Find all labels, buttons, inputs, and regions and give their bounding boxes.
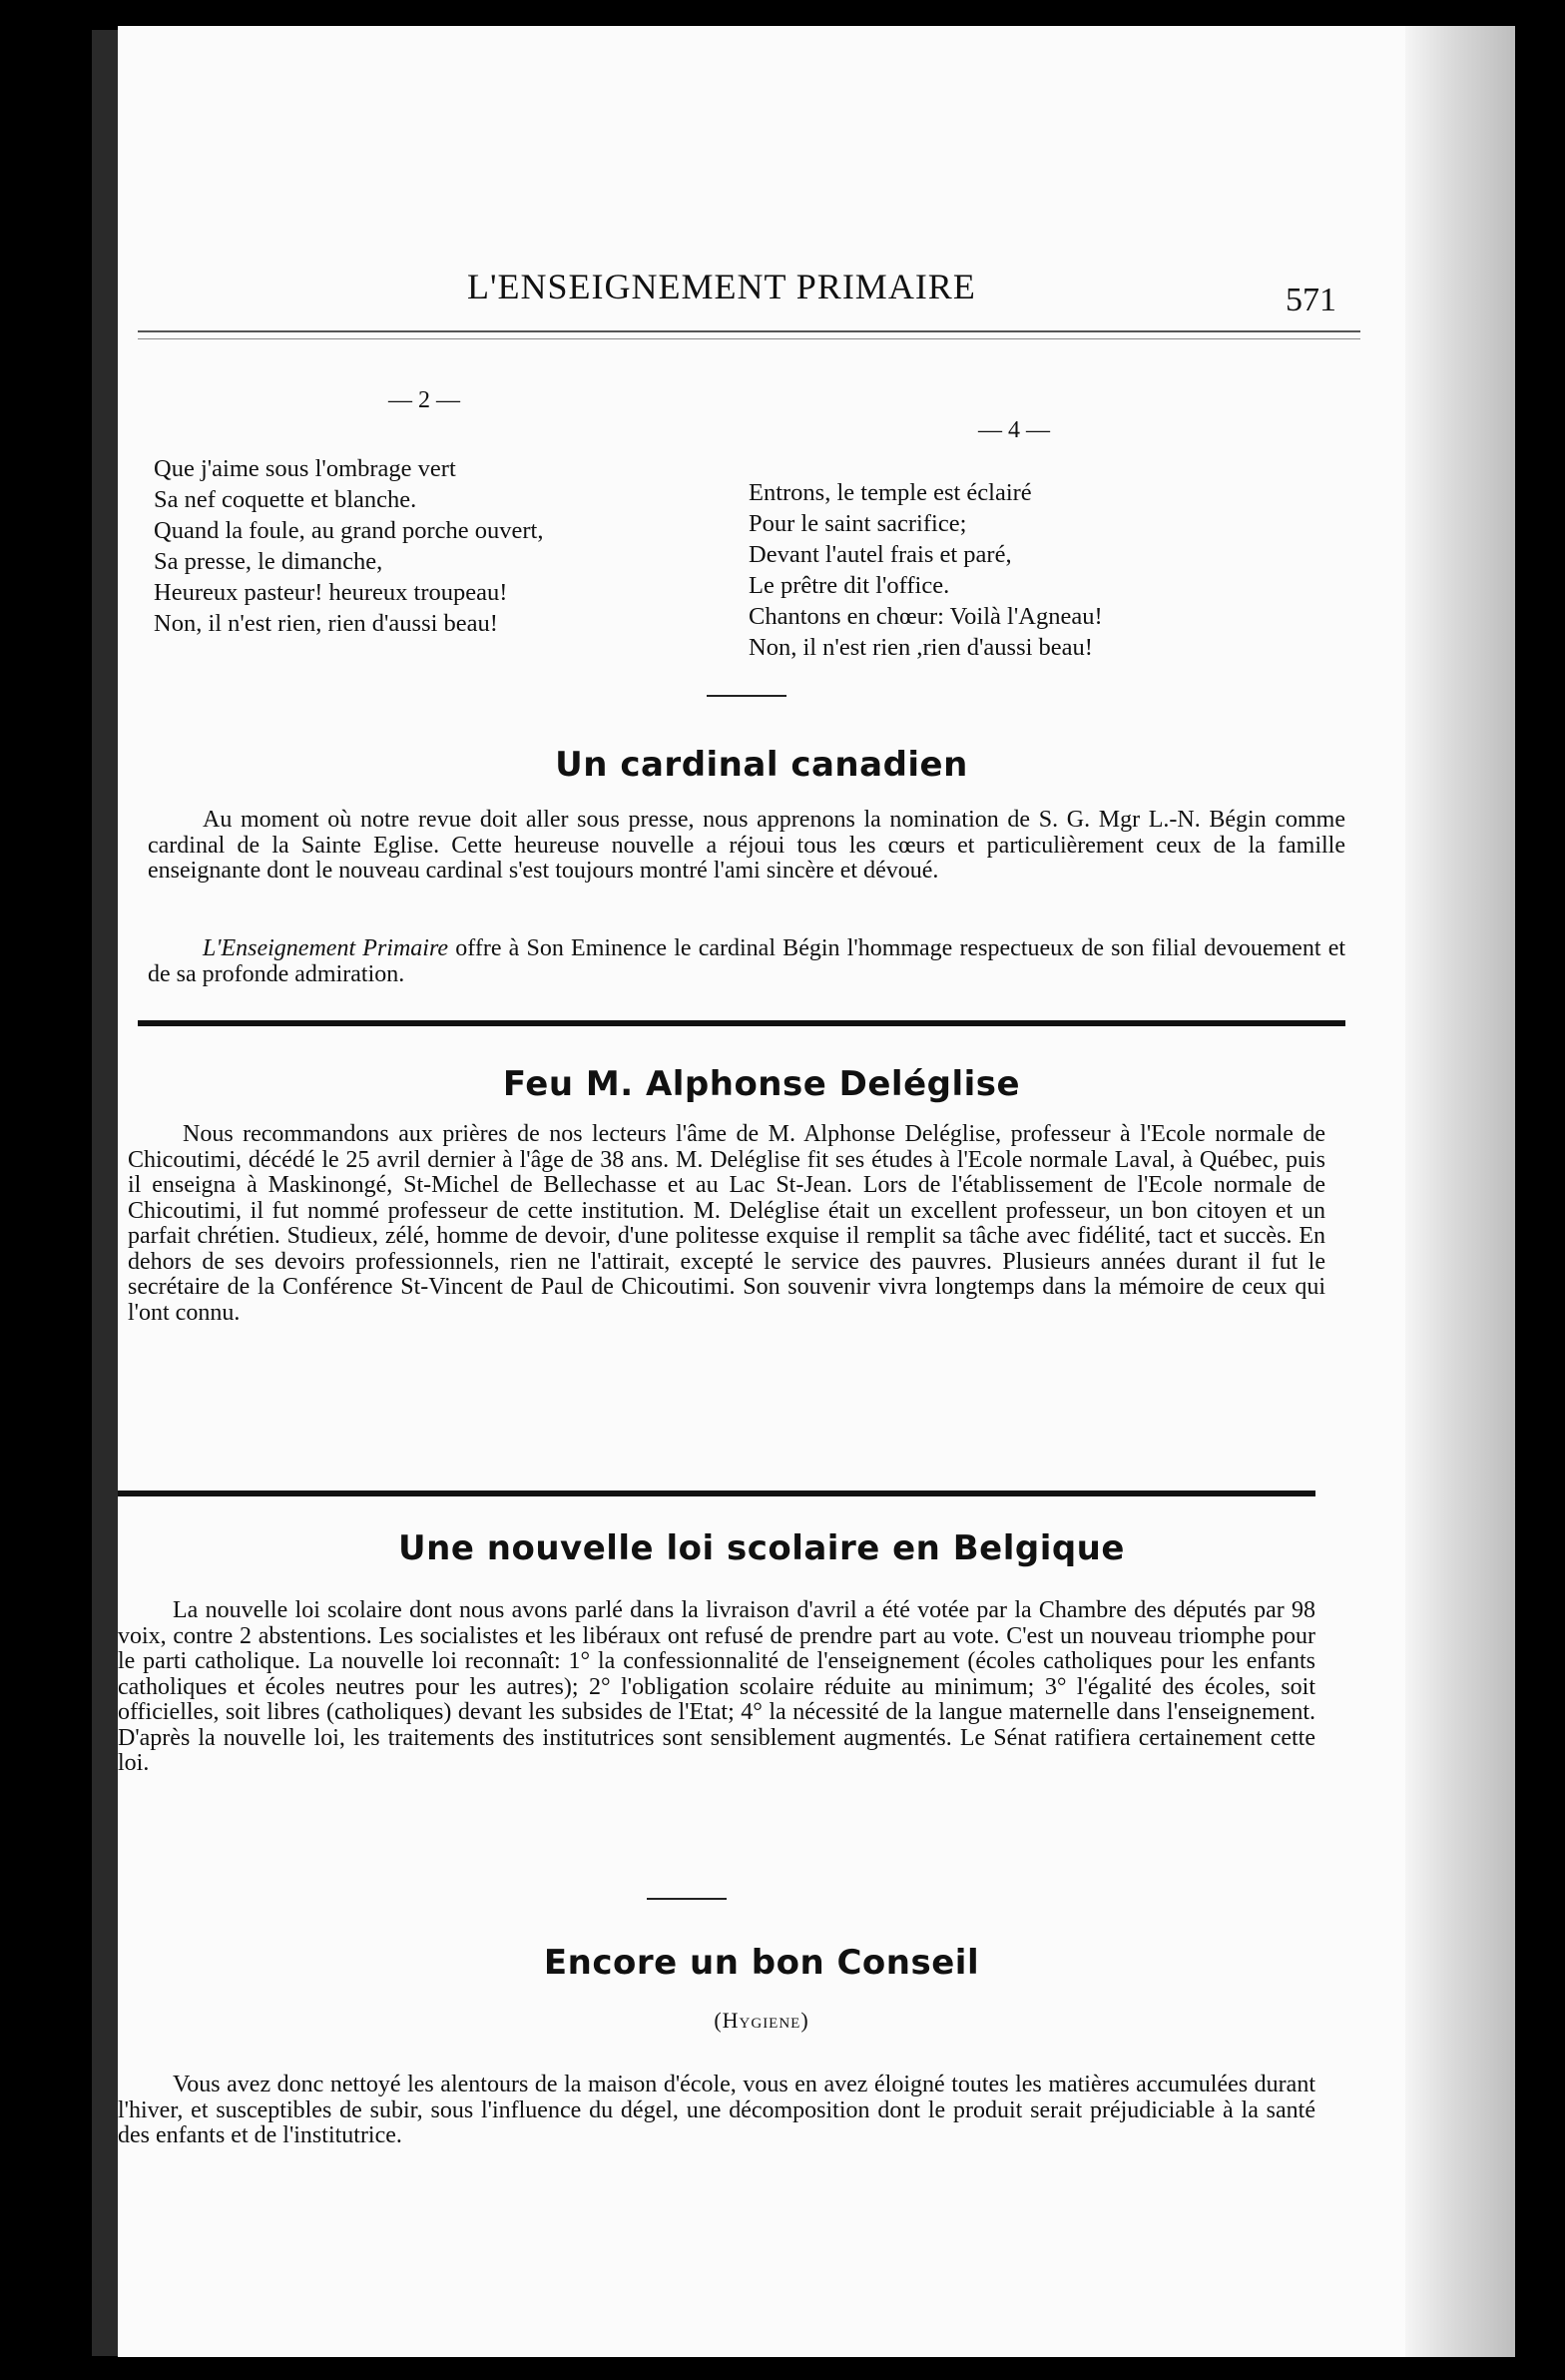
poem-line: Sa nef coquette et blanche. xyxy=(154,486,417,513)
section-title: Une nouvelle loi scolaire en Belgique xyxy=(398,1528,1125,1568)
page-number: 571 xyxy=(1286,282,1336,318)
section-title: Encore un bon Conseil xyxy=(543,1943,980,1983)
poem-line: Heureux pasteur! heureux troupeau! xyxy=(154,579,508,606)
section-paragraph: La nouvelle loi scolaire dont nous avons parlé dans la livraison d'avril a été votée par la Chambre des députés par 98 voix, contre 2 abstentions. Les socialistes et les libéraux ont refusé de prendre part au vote. C'est un nouveau triomphe pour le parti catholique. La nouvelle loi reconnaît: 1° la confessionnalité de l'enseignement (écoles catholiques pour les enfants catholiques et écoles neutres pour les autres); 2° l'obligation scolaire réduite au minimum; 3° l'égalité des écoles, soit officielles, soit libres (catholiques) devant les subsides de l'Etat; 4° la nécessité de la langue maternelle dans l'enseignement. D'après la nouvelle loi, les traitements des institutrices sont sensiblement augmentés. Le Sénat ratifiera certainement cette loi. xyxy=(118,1597,1315,1776)
section-title: Un cardinal canadien xyxy=(555,745,968,785)
poem-line: Le prêtre dit l'office. xyxy=(749,572,950,599)
poem-line: Pour le saint sacrifice; xyxy=(749,510,967,537)
journal-title: L'Enseignement Primaire xyxy=(203,935,449,961)
book-page xyxy=(118,26,1515,2357)
section-subtitle: (Hygiene) xyxy=(714,2008,809,2033)
section-divider xyxy=(647,1898,727,1900)
poem-line: Sa presse, le dimanche, xyxy=(154,548,383,575)
poem-line: Non, il n'est rien ,rien d'aussi beau! xyxy=(749,634,1093,661)
section-paragraph: Vous avez donc nettoyé les alentours de la maison d'école, vous en avez éloigné toutes les matières accumulées durant l'hiver, et susceptibles de subir, sous l'influence du dégel, une décomposition dont le produit serait préjudiciable à la santé des enfants et de l'institutrice. xyxy=(118,2072,1315,2148)
section-title: Feu M. Alphonse Deléglise xyxy=(502,1064,1021,1104)
header-rule xyxy=(138,330,1360,339)
poem-line: Que j'aime sous l'ombrage vert xyxy=(154,455,456,482)
poem-line: Quand la foule, au grand porche ouvert, xyxy=(154,517,544,544)
poem-line: Non, il n'est rien, rien d'aussi beau! xyxy=(154,610,498,637)
section-rule xyxy=(138,1020,1345,1026)
section-rule xyxy=(118,1490,1315,1496)
stanza-number: — 4 — xyxy=(978,417,1050,443)
section-paragraph: Nous recommandons aux prières de nos lecteurs l'âme de M. Alphonse Deléglise, professeur à l'Ecole normale de Chicoutimi, décédé le 25 avril dernier à l'âge de 38 ans. M. Deléglise fit ses études à l'Ecole normale Laval, à Québec, puis il enseigna à Maskinongé, St-Michel de Bellechasse et au Lac St-Jean. Lors de l'établissement de l'Ecole normale de Chicoutimi, il fut nommé professeur de cette institution. M. Deléglise était un excellent professeur, un bon citoyen et un parfait chrétien. Studieux, zélé, homme de devoir, d'une politesse exquise il remplit sa tâche avec fidélité, tact et succès. En dehors de ses devoirs professionnels, rien ne l'attirait, excepté le service des pauvres. Plusieurs années durant il fut le secrétaire de la Conférence St-Vincent de Paul de Chicoutimi. Son souvenir vivra longtemps dans la mémoire de ceux qui l'ont connu. xyxy=(128,1121,1325,1326)
book-spine xyxy=(92,30,120,2356)
running-head: L'ENSEIGNEMENT PRIMAIRE xyxy=(467,267,976,306)
page-header xyxy=(118,246,1515,318)
poem-line: Chantons en chœur: Voilà l'Agneau! xyxy=(749,603,1103,630)
poem-line: Entrons, le temple est éclairé xyxy=(749,479,1032,506)
poem-line: Devant l'autel frais et paré, xyxy=(749,541,1012,568)
stanza-number: — 2 — xyxy=(388,387,460,413)
section-paragraph: Au moment où notre revue doit aller sous presse, nous apprenons la nomination de S. G. Mgr L.-N. Bégin comme cardinal de la Sainte Eglise. Cette heureuse nouvelle a réjoui tous les cœurs et particulièrement ceux de la famille enseignante dont le nouveau cardinal s'est toujours montré l'ami sincère et dévoué. xyxy=(148,807,1345,884)
section-paragraph: L'Enseignement Primaire offre à Son Eminence le cardinal Bégin l'hommage respectueux de son filial devouement et de sa profonde admiration. xyxy=(148,935,1346,987)
section-divider xyxy=(707,695,786,697)
